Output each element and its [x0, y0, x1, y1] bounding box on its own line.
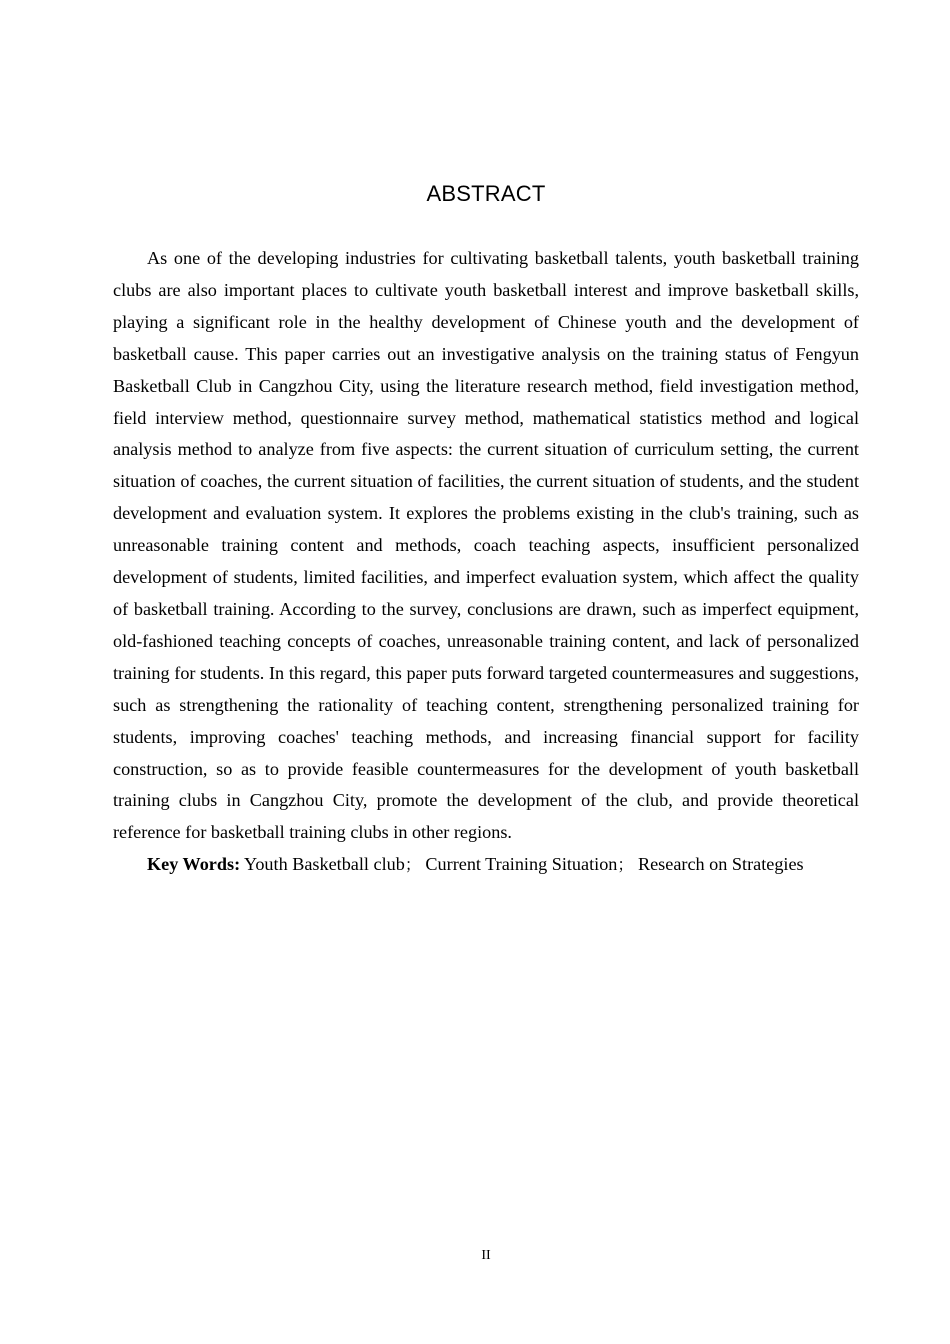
keyword-separator-2: ；: [617, 855, 634, 875]
keyword-separator-1: ；: [404, 855, 421, 875]
keyword-1: Youth Basketball club: [244, 854, 405, 875]
abstract-title: ABSTRACT: [426, 181, 546, 206]
page-number: II: [481, 1248, 491, 1263]
keyword-3: Research on Strategies: [637, 854, 804, 875]
abstract-paragraph: As one of the developing industries for cultivating basketball talents, youth basketball training clubs are also important places to cultivate youth basketball interest and improve basketball skills, playing a significant role in the healthy development of Chinese youth and the development of basketball cause. This paper carries out an investigative analysis on the training status of Fengyun Basketball Club in Cangzhou City, using the literature research method, field investigation method, field interview method, questionnaire survey method, mathematical statistics method and logical analysis method to analyze from five aspects: the current situation of curriculum setting, the current situation of coaches, the current situation of facilities, the current situation of students, and the student development and evaluation system. It explores the problems existing in the club's training, such as unreasonable training content and methods, coach teaching aspects, insufficient personalized development of students, limited facilities, and imperfect evaluation system, which affect the quality of basketball training. According to the survey, conclusions are drawn, such as imperfect equipment, old-fashioned teaching concepts of coaches, unreasonable training content, and lack of personalized training for students. In this regard, this paper puts forward targeted countermeasures and suggestions, such as strengthening the rationality of teaching content, strengthening personalized training for students, improving coaches' teaching methods, and increasing financial support for facility construction, so as to provide feasible countermeasures for the development of youth basketball training clubs in Cangzhou City, promote the development of the club, and provide theoretical reference for basketball training clubs in other regions.: [113, 248, 859, 843]
keyword-2: Current Training Situation: [425, 854, 618, 875]
keywords-paragraph: [113, 849, 859, 881]
abstract-body: [113, 243, 859, 881]
keywords-label: Key Words:: [147, 854, 241, 875]
